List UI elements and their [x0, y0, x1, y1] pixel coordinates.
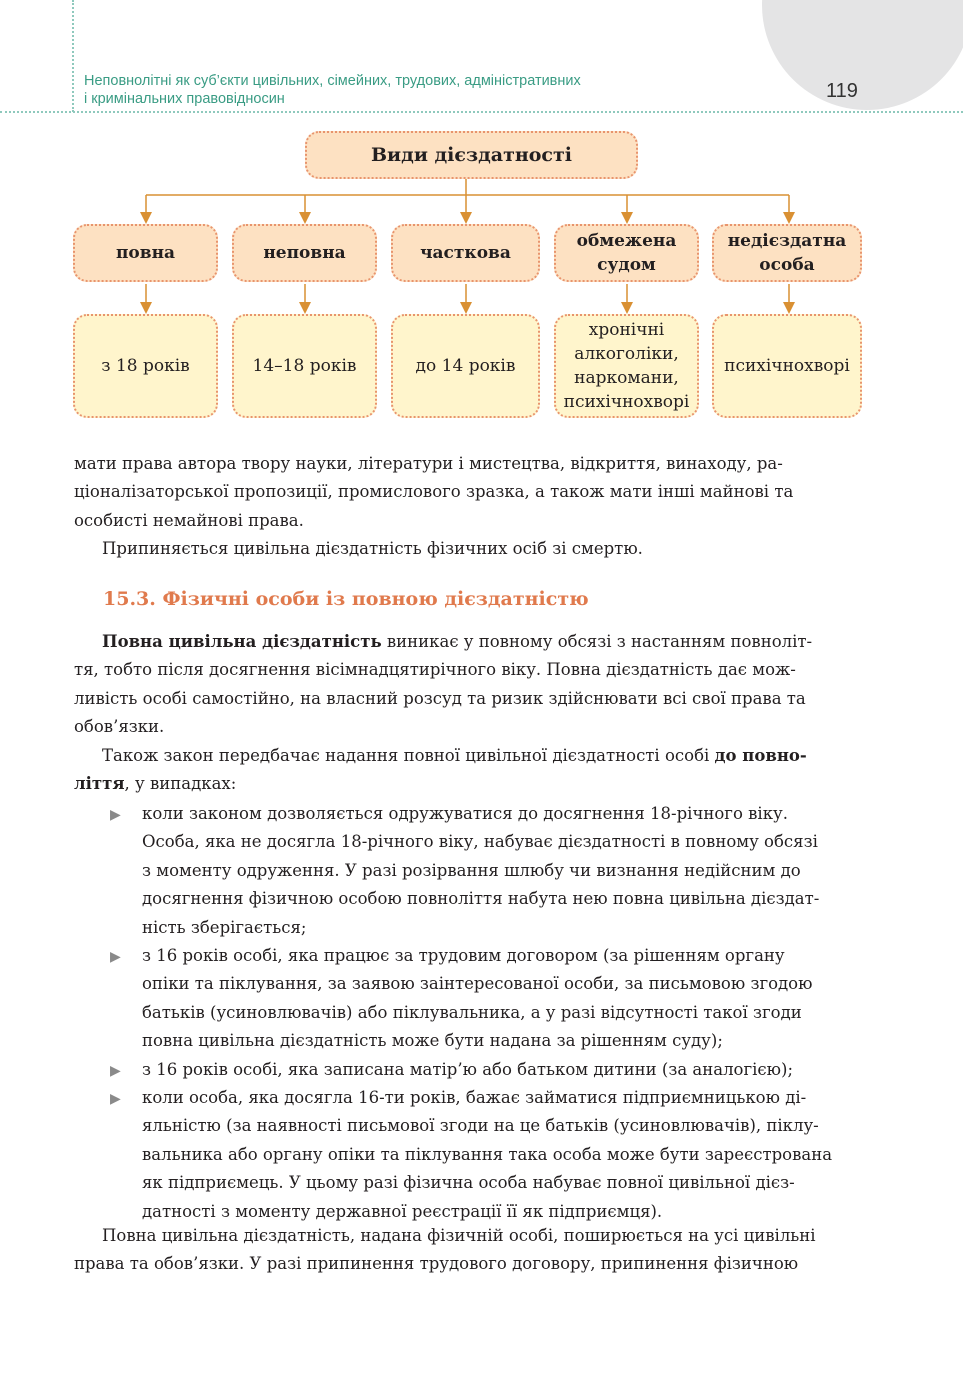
category-limited-by-court	[554, 224, 699, 282]
bullet-arrow-icon: ▶	[110, 807, 121, 823]
category-incapable-line2: особа	[759, 255, 815, 275]
bullet-arrow-icon: ▶	[110, 949, 121, 966]
running-header-line2: і кримінальних правовідносин	[84, 91, 285, 107]
text-line: коли особа, яка досягла 16-ти років, бажає займатися підприємницькою ді-	[142, 1088, 807, 1108]
detail-limited-line1: хронічні	[588, 320, 665, 340]
detail-partial: до 14 років	[391, 314, 540, 418]
detail-incapable-person: психічнохворі	[712, 314, 862, 418]
text-span: Також закон передбачає надання повної цивільної дієздатності особі	[102, 745, 715, 765]
list-item	[110, 1084, 862, 1226]
capacity-diagram	[0, 0, 963, 440]
detail-limited-line3: наркомани,	[574, 368, 679, 388]
term-bold: до повно-	[714, 745, 807, 765]
intro-paragraph	[74, 450, 862, 564]
cases-list	[110, 800, 862, 1226]
running-header-line1: Неповнолітні як суб’єкти цивільних, сімейних, трудових, адміністративних	[84, 73, 581, 89]
text-line	[74, 742, 862, 770]
category-limited-line2: судом	[597, 255, 656, 275]
text-line: досягнення фізичною особою повноліття набута нею повна цивільна дієздат-	[142, 889, 820, 909]
detail-full: з 18 років	[73, 314, 218, 418]
list-item	[110, 1056, 862, 1084]
text-line: як підприємець. У цьому разі фізична особа набуває повної цивільної дієз-	[142, 1173, 795, 1193]
text-line	[74, 628, 862, 656]
page-number: 119	[826, 80, 858, 102]
text-line: мати права автора твору науки, літератури і мистецтва, відкриття, винаходу, ра-	[74, 454, 783, 473]
category-incomplete: неповна	[232, 224, 377, 282]
bullet-arrow-icon: ▶	[110, 1091, 121, 1108]
category-full: повна	[73, 224, 218, 282]
text-line: тя, тобто після досягнення вісімнадцятирічного віку. Повна дієздатність дає мож-	[74, 660, 796, 680]
text-line: яльністю (за наявності письмової згоди на це батьків (усиновлювачів), піклу-	[142, 1116, 819, 1136]
text-line: Особа, яка не досягла 18-річного віку, набуває дієздатності в повному обсязі	[142, 832, 818, 852]
text-line: ливість особі самостійно, на власний розсуд та ризик здійснювати всі свої права та	[74, 688, 806, 708]
text-line: опіки та піклування, за заявою заінтересованої особи, за письмовою згодою	[142, 974, 813, 994]
text-line: датності з моменту державної реєстрації її як підприємця).	[142, 1201, 663, 1221]
text-line: ність зберігається;	[142, 917, 307, 937]
category-incapable-line1: недієздатна	[727, 231, 847, 251]
term-bold: Повна цивільна дієздатність	[102, 632, 382, 651]
term-bold: ліття	[74, 774, 125, 794]
text-line: з 16 років особі, яка записана матір’ю або батьком дитини (за аналогією);	[142, 1059, 794, 1079]
text-span: виникає у повному обсязі з настанням повноліт-	[381, 632, 813, 651]
bullet-arrow-icon: ▶	[110, 1062, 121, 1079]
text-line: права та обов’язки. У разі припинення трудового договору, припинення фізичною	[74, 1254, 799, 1274]
text-line: повна цивільна дієздатність може бути надана за рішенням суду);	[142, 1031, 723, 1051]
text-line: коли законом дозволяється одружуватися до досягнення 18-річного віку.	[142, 804, 788, 823]
text-line: з 16 років особі, яка працює за трудовим договором (за рішенням органу	[142, 946, 785, 966]
text-line: ціоналізаторської пропозиції, промислового зразка, а також мати інші майнові та	[74, 482, 794, 502]
text-line	[74, 770, 862, 798]
detail-limited-line4: психічнохворі	[563, 392, 690, 412]
category-limited-line1: обмежена	[576, 231, 677, 251]
text-line: з моменту одруження. У разі розірвання шлюбу чи визнання недійсним до	[142, 860, 801, 880]
detail-limited-by-court	[554, 314, 699, 418]
text-line: особисті немайнові права.	[74, 510, 304, 530]
list-item	[110, 942, 862, 1056]
detail-incomplete: 14–18 років	[232, 314, 377, 418]
category-partial: часткова	[391, 224, 540, 282]
text-line: Повна цивільна дієздатність, надана фізичній особі, поширюється на усі цивільні	[102, 1226, 816, 1245]
text-line: батьків (усиновлювачів) або піклувальника, а у разі відсутності такої згоди	[142, 1002, 802, 1022]
category-incapable-person	[712, 224, 862, 282]
diagram-root: Види дієздатності	[305, 131, 638, 179]
text-line: обов’язки.	[74, 717, 165, 737]
full-capacity-paragraph	[74, 628, 862, 798]
text-line: вальника або органу опіки та піклування така особа може бути зареєстрована	[142, 1144, 833, 1164]
section-heading: 15.3. Фізичні особи із повною дієздатністю	[103, 588, 589, 610]
detail-limited-line2: алкоголіки,	[574, 344, 679, 364]
final-paragraph	[74, 1222, 862, 1279]
text-span: , у випадках:	[124, 774, 237, 794]
list-item	[110, 800, 862, 942]
text-line: Припиняється цивільна дієздатність фізичних осіб зі смертю.	[102, 539, 643, 559]
